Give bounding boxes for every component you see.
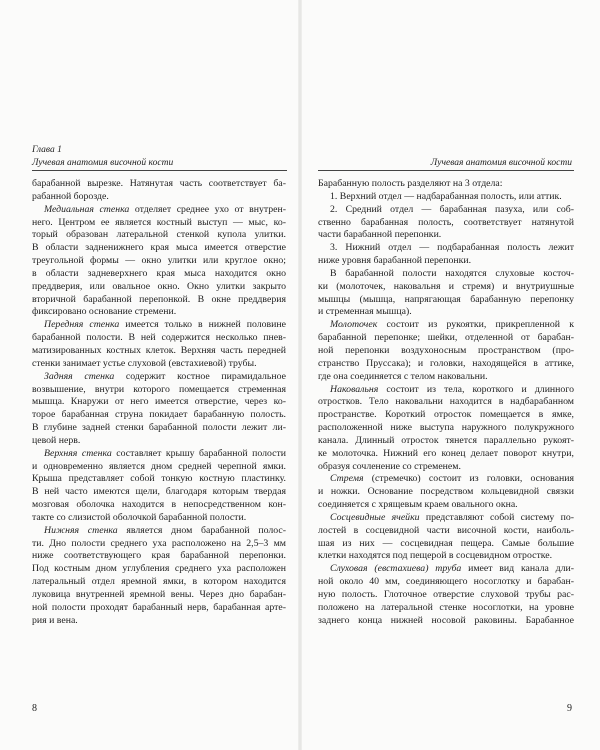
page-number-left: 8 — [32, 703, 37, 714]
text-line — [32, 576, 286, 589]
text-line — [318, 525, 574, 538]
line-text: отростков. Тело наковальни находится в надбарабанном — [318, 396, 574, 408]
header-rule-left — [32, 170, 287, 171]
text-line — [318, 281, 574, 294]
text-line — [318, 384, 574, 397]
line-text: торый образован латеральной стенкой купола улитки. — [32, 229, 286, 241]
line-text: ственно барабанная полость, соответствует натянутой — [318, 216, 574, 228]
text-line — [318, 345, 574, 358]
line-text: ки (молоточек, наковальня и стремя) и внутриушные — [318, 280, 574, 292]
text-line — [318, 319, 574, 332]
text-line — [318, 268, 574, 281]
line-text: торое барабанная струна покидает барабанную полость. — [32, 409, 286, 421]
text-line — [32, 332, 286, 345]
line-text: представляют собой систему по- — [419, 511, 574, 523]
line-text: лостей в сосцевидной части височной кости, наиболь- — [318, 524, 574, 536]
line-text: имеет вид канала дли- — [461, 563, 575, 575]
italic-term: Медиальная стенка — [44, 203, 130, 215]
line-text: где она соединяется с телом наковальни. — [318, 370, 488, 382]
line-text: треугольной формы — окно улитки или круглое окно; — [32, 255, 286, 267]
line-text: шая из них — сосцевидная пещера. Самые большие — [318, 537, 574, 549]
text-line — [318, 306, 574, 319]
text-line — [318, 602, 574, 615]
text-line — [32, 319, 286, 332]
text-line — [32, 461, 286, 474]
text-line — [32, 191, 286, 204]
line-text: Барабанную полость разделяют на 3 отдела: — [318, 178, 503, 189]
line-text: цевой нерв. — [32, 434, 81, 446]
text-line — [318, 615, 574, 628]
page-number-right: 9 — [567, 703, 572, 714]
chapter-label: Глава 1 — [32, 145, 62, 155]
line-text: ной около 40 мм, соединяющего носоглотку и барабан- — [318, 576, 574, 588]
text-line — [318, 435, 574, 448]
text-line — [318, 409, 574, 422]
line-text: латеральный отдел яремной ямки, в котором находится — [32, 576, 286, 588]
line-text: является дном барабанной полос- — [117, 524, 286, 536]
line-text: барабанной вырезке. Натянутая часть соответствует ба- — [32, 178, 286, 189]
line-text: В барабанной полости находятся слуховые косточ- — [330, 267, 574, 279]
running-head-right: Лучевая анатомия височной кости — [430, 158, 572, 168]
text-line — [318, 229, 574, 242]
line-text: 2. Средний отдел — барабанная пазуха, или соб- — [330, 203, 574, 215]
left-page-body — [32, 178, 286, 628]
line-text: Крыша представляет собой тонкую костную пластинку. — [32, 473, 286, 485]
line-text: ную полость. Глоточное отверстие слуховой трубы рас- — [318, 589, 574, 600]
line-text: клетки находятся под пещерой в сосцевидном отростке. — [318, 550, 553, 562]
line-text: вторичной барабанной перепонкой. В окне преддверия — [32, 293, 286, 305]
text-line — [32, 422, 286, 435]
line-text: луковица внутренней яремной вены. Через дно барабан- — [32, 589, 286, 600]
line-text: ниже уровня барабанной перепонки. — [318, 255, 472, 267]
text-line — [32, 242, 286, 255]
text-line — [318, 486, 574, 499]
line-text: мышца. Кнаружи от него имеется отверстие, через ко- — [32, 396, 286, 408]
text-line — [318, 512, 574, 525]
line-text: В ней часто имеются щели, благодаря которым твердая — [32, 486, 286, 498]
line-text: состоит из рукоятки, прикрепленной к — [377, 319, 574, 331]
line-text: странство Пруссака); и головки, находящейся в аттике, — [318, 357, 574, 369]
text-line — [32, 589, 286, 602]
line-text: расположенной ниже выступа наружного полукружного — [318, 422, 574, 434]
text-line — [32, 499, 286, 512]
text-line — [318, 563, 574, 576]
text-line — [32, 306, 286, 319]
line-text: мозговая оболочка находится в непосредственном кон- — [32, 499, 286, 511]
line-text: (стремечко) состоит из головки, основания — [363, 473, 574, 485]
italic-term: Задняя стенка — [44, 370, 115, 382]
line-text: такте со слизистой оболочкой барабанной полости. — [32, 511, 247, 523]
italic-term: Нижняя стенка — [44, 524, 118, 536]
italic-term: Стремя — [330, 473, 364, 485]
line-text: рия и вена. — [32, 614, 78, 626]
line-text: барабанной перепонке; шейки, отделенной от барабан- — [318, 332, 574, 344]
text-line — [318, 550, 574, 563]
line-text: и одновременно является дном средней черепной ямки. — [32, 460, 286, 472]
italic-term: Передняя стенка — [44, 319, 120, 331]
text-line — [32, 615, 286, 628]
text-line — [318, 538, 574, 551]
line-text: ниже соответствующего края барабанной перепонки. — [32, 550, 286, 562]
text-line — [318, 576, 574, 589]
line-text: В области задненижнего края мыса имеется отверстие — [32, 242, 286, 254]
line-text: 1. Верхний отдел — надбарабанная полость, или аттик. — [330, 190, 562, 202]
italic-term: Наковальня — [330, 383, 379, 395]
running-head-left: Лучевая анатомия височной кости — [32, 158, 174, 168]
text-line — [32, 550, 286, 563]
text-line — [318, 204, 574, 217]
text-line — [318, 178, 574, 191]
italic-term: Сосцевидные ячейки — [330, 511, 420, 523]
text-line — [32, 178, 286, 191]
text-line — [318, 371, 574, 384]
text-line — [318, 255, 574, 268]
line-text: ти. Дно полости среднего уха расположено на 2,5–3 мм — [32, 537, 286, 549]
text-line — [32, 281, 286, 294]
line-text: состоит из тела, короткого и длинного — [378, 383, 574, 395]
text-line — [318, 217, 574, 230]
text-line — [32, 525, 286, 538]
line-text: образуя сочленение со стременем. — [318, 460, 461, 472]
italic-term: Слуховая (евстахиева) труба — [330, 563, 462, 575]
line-text: отделяет среднее ухо от внутрен- — [129, 203, 286, 215]
line-text: 3. Нижний отдел — подбарабанная полость лежит — [330, 242, 574, 254]
text-line — [32, 358, 286, 371]
text-line — [32, 371, 286, 384]
italic-term: Молоточек — [330, 319, 378, 331]
text-line — [32, 268, 286, 281]
text-line — [318, 358, 574, 371]
line-text: Под костным дном углубления среднего уха расположен — [32, 563, 286, 575]
line-text: канала. Длинный отросток тянется параллельно рукоят- — [318, 434, 574, 446]
line-text: преддверия, или овальное окно. Окно улитки закрыто — [32, 280, 286, 292]
line-text: содержит костное пирамидальное — [114, 370, 286, 382]
line-text: части барабанной перепонки. — [318, 229, 442, 241]
text-line — [32, 229, 286, 242]
text-line — [32, 345, 286, 358]
text-line — [32, 563, 286, 576]
line-text: мышцы (мышца, напрягающая барабанную перепонку — [318, 293, 574, 305]
line-text: и ножки. Основание посредством кольцевидной связки — [318, 486, 574, 498]
text-line — [32, 294, 286, 307]
line-text: и стременная мышца). — [318, 306, 412, 318]
line-text: рабанной борозде. — [32, 190, 109, 202]
text-line — [318, 499, 574, 512]
text-line — [318, 461, 574, 474]
line-text: ной полости проходят барабанный нерв, барабанная арте- — [32, 601, 286, 613]
text-line — [318, 396, 574, 409]
line-text: пространстве. Короткий отросток помещается в ямке, — [318, 409, 574, 421]
line-text: соединяется с хрящевым краем овального окна. — [318, 499, 518, 511]
text-line — [32, 204, 286, 217]
line-text: стенки занимает устье слуховой (евстахиевой) трубы. — [32, 357, 257, 369]
text-line — [318, 191, 574, 204]
line-text: ке молоточка. Нижний его конец делает поворот кнутри, — [318, 447, 574, 459]
text-line — [32, 538, 286, 551]
text-line — [318, 422, 574, 435]
text-line — [32, 409, 286, 422]
text-line — [318, 448, 574, 461]
text-line — [318, 242, 574, 255]
text-line — [318, 294, 574, 307]
text-line — [32, 396, 286, 409]
text-line — [32, 602, 286, 615]
line-text: возвышение, внутри которого помещается стременная — [32, 383, 286, 395]
line-text: барабанной полости. В ней содержится несколько пнев- — [32, 332, 286, 344]
text-line — [32, 384, 286, 397]
text-line — [318, 589, 574, 602]
left-page — [0, 0, 298, 750]
text-line — [32, 255, 286, 268]
text-line — [318, 332, 574, 345]
header-rule-right — [318, 170, 574, 171]
line-text: имеется только в нижней половине — [119, 319, 286, 331]
text-line — [32, 473, 286, 486]
text-line — [32, 486, 286, 499]
line-text: составляет крышу барабанной полости — [111, 447, 287, 459]
line-text: В глубине задней стенки барабанной полости лежит ли- — [32, 422, 286, 434]
line-text: заднего конца нижней носовой раковины. Барабанное — [318, 614, 574, 626]
text-line — [32, 217, 286, 230]
text-line — [318, 473, 574, 486]
line-text: фиксировано основание стремени. — [32, 306, 177, 318]
line-text: в области задневерхнего края мыса находится окно — [32, 267, 286, 279]
line-text: положено на латеральной стенке носоглотки, на уровне — [318, 601, 574, 613]
right-page — [302, 0, 600, 750]
line-text: него. Центром ее является костный выступ — мыс, ко- — [32, 216, 286, 228]
right-page-body — [318, 178, 574, 628]
text-line — [32, 448, 286, 461]
text-line — [32, 435, 286, 448]
line-text: ной перепонки воздухоносным пространством (про- — [318, 344, 574, 356]
italic-term: Верхняя стенка — [44, 447, 112, 459]
text-line — [32, 512, 286, 525]
line-text: матизированных костных клеток. Верхняя часть передней — [32, 344, 286, 356]
